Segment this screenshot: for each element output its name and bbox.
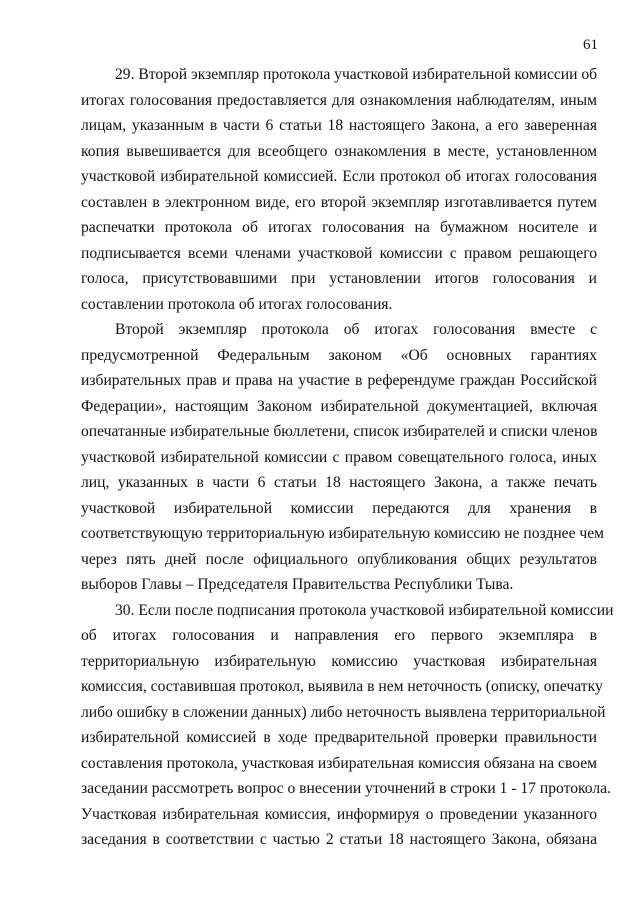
text-line: распечатки протокола об итогах голосования на бумажном носителе и [81, 219, 597, 236]
text-line: об итогах голосования и направления его первого экземпляра в [81, 627, 597, 644]
text-line: лицам, указанным в части 6 статьи 18 настоящего Закона, а его заверенная [81, 117, 597, 134]
text-line: избирательной комиссией в ходе предварительной проверки правильности [81, 729, 597, 746]
text-line: участковой избирательной комиссии передаются для хранения в [81, 499, 597, 517]
text-line: через пять дней после официального опубликования общих результатов [81, 550, 597, 568]
document-body [81, 62, 614, 853]
text-line-paragraph-start: Второй экземпляр протокола об итогах голосования вместе с [115, 321, 597, 338]
text-line-paragraph-end: составлении протокола об итогах голосования. [81, 295, 393, 313]
text-line: участковой избирательной комиссией. Если протокол об итогах голосования [81, 168, 597, 185]
text-line: копия вывешивается для всеобщего ознакомления в месте, установленном [81, 142, 597, 160]
page-number: 61 [583, 37, 598, 53]
text-line: голоса, присутствовавшими при установлении итогов голосования и [81, 270, 597, 287]
text-line: комиссия, составившая протокол, выявила в нем неточность (описку, опечатку [81, 678, 603, 695]
text-line: предусмотренной Федеральным законом «Об основных гарантиях [81, 346, 597, 364]
text-line: соответствующую территориальную избирательную комиссию не позднее чем [81, 525, 605, 542]
text-line: итогах голосования предоставляется для ознакомления наблюдателям, иным [81, 91, 597, 109]
text-line: лиц, указанных в части 6 статьи 18 настоящего Закона, а также печать [81, 474, 597, 491]
text-line: Федерации», настоящим Законом избирательной документацией, включая [81, 397, 597, 415]
text-line-paragraph-end: выборов Главы – Председателя Правительства Республики Тыва. [81, 576, 514, 593]
text-line: опечатанные избирательные бюллетени, список избирателей и списки членов [81, 423, 598, 440]
text-line: составления протокола, участковая избирательная комиссия обязана на своем [81, 754, 597, 772]
text-line-paragraph-30-start: 30. Если после подписания протокола участковой избирательной комиссии [115, 601, 614, 619]
text-line: заседании рассмотреть вопрос о внесении уточнений в строки 1 - 17 протокола. [81, 780, 611, 797]
text-line: Участковая избирательная комиссия, информируя о проведении указанного [81, 805, 597, 823]
text-line: участковой избирательной комиссии с правом совещательного голоса, иных [81, 448, 597, 466]
text-line: либо ошибку в сложении данных) либо неточность выявлена территориальной [81, 703, 606, 721]
text-line: территориальную избирательную комиссию участковая избирательная [81, 652, 597, 670]
text-line: заседания в соответствии с частью 2 статьи 18 настоящего Закона, обязана [81, 831, 597, 848]
text-line: избирательных прав и права на участие в референдуме граждан Российской [81, 372, 597, 389]
text-line: составлен в электронном виде, его второй экземпляр изготавливается путем [81, 193, 597, 211]
text-line-paragraph-29-start: 29. Второй экземпляр протокола участковой избирательной комиссии об [115, 66, 598, 83]
text-line: подписывается всеми членами участковой комиссии с правом решающего [81, 244, 597, 262]
